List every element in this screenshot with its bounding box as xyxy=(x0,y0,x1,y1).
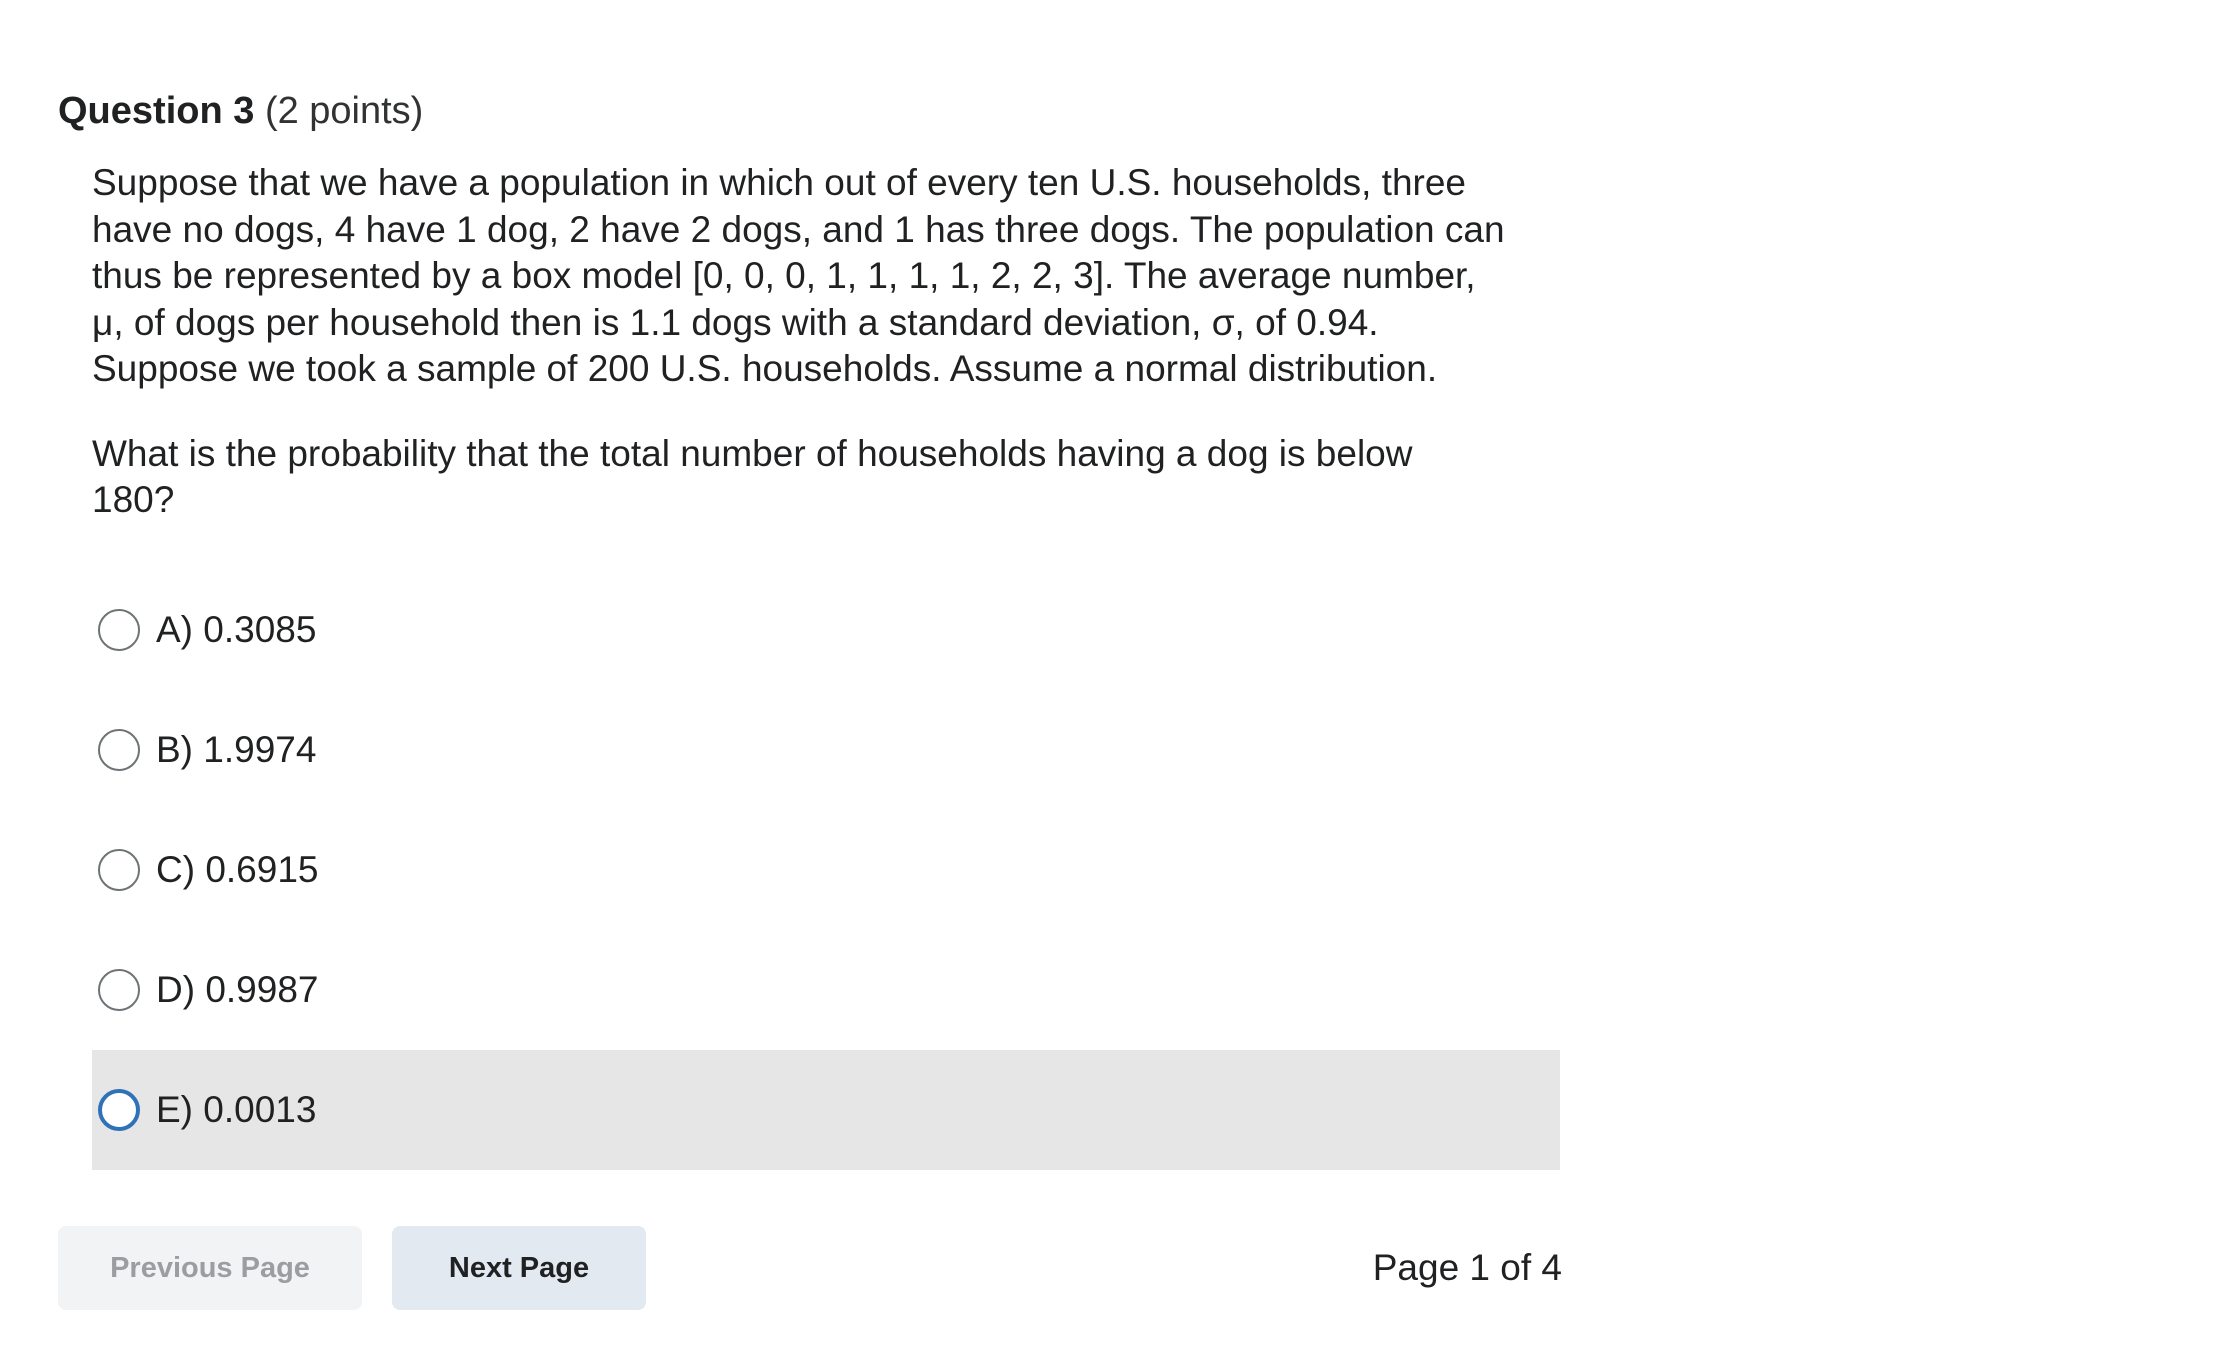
question-text-line: μ, of dogs per household then is 1.1 dogs with a standard deviation, σ, of 0.94. xyxy=(92,301,1379,343)
question-title: Question 3 xyxy=(58,90,255,132)
answer-choice-a[interactable] xyxy=(92,570,1560,690)
question-header xyxy=(58,86,423,136)
answer-choice-label: A) 0.3085 xyxy=(156,609,317,650)
page-navigation xyxy=(58,1226,1562,1310)
answer-choice-label: C) 0.6915 xyxy=(156,849,319,890)
answer-choice-label: B) 1.9974 xyxy=(156,729,317,770)
answer-choice-e[interactable] xyxy=(92,1050,1560,1170)
question-text-line: thus be represented by a box model [0, 0, 0, 1, 1, 1, 1, 2, 2, 3]. The average number, xyxy=(92,255,1476,296)
question-text-line: What is the probability that the total number of households having a dog is below xyxy=(92,432,1413,474)
next-page-button[interactable]: Next Page xyxy=(392,1226,646,1310)
radio-button-d[interactable] xyxy=(98,969,140,1011)
question-paragraph-2 xyxy=(92,431,1562,524)
question-body xyxy=(92,160,1562,524)
answer-choice-label: D) 0.9987 xyxy=(156,969,319,1010)
question-paragraph-1 xyxy=(92,160,1562,393)
answer-choice-c[interactable] xyxy=(92,810,1560,930)
answer-choice-b[interactable] xyxy=(92,690,1560,810)
radio-button-e[interactable] xyxy=(98,1089,140,1131)
question-text-line: 180? xyxy=(92,479,175,520)
previous-page-button[interactable]: Previous Page xyxy=(58,1226,362,1310)
question-points: (2 points) xyxy=(264,90,424,132)
answer-choices xyxy=(92,570,1560,1170)
answer-choice-d[interactable] xyxy=(92,930,1560,1050)
radio-button-a[interactable] xyxy=(98,609,140,651)
page-indicator: Page 1 of 4 xyxy=(1372,1247,1562,1288)
question-text-line: Suppose we took a sample of 200 U.S. households. Assume a normal distribution. xyxy=(92,348,1438,389)
answer-choice-label: E) 0.0013 xyxy=(156,1089,317,1130)
radio-button-b[interactable] xyxy=(98,729,140,771)
question-text-line: have no dogs, 4 have 1 dog, 2 have 2 dogs, and 1 has three dogs. The population can xyxy=(92,208,1505,250)
question-text-line: Suppose that we have a population in which out of every ten U.S. households, three xyxy=(92,162,1467,203)
radio-button-c[interactable] xyxy=(98,849,140,891)
